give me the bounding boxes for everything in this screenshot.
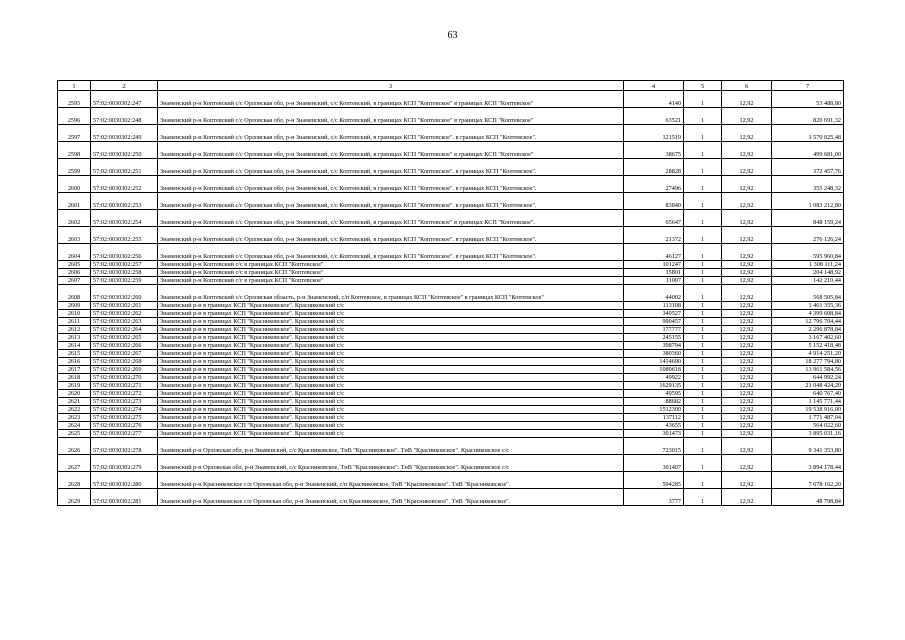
table-body: [58, 91, 844, 506]
rate-value: 12,92: [722, 358, 772, 366]
cadastral-value: 18 277 794,80: [772, 358, 844, 366]
rate-value: 12,92: [722, 91, 772, 108]
table-row: [58, 374, 844, 382]
area-value: 38675: [624, 142, 684, 159]
cadastral-value: 7 678 162,20: [772, 472, 844, 489]
rate-value: 12,92: [722, 455, 772, 472]
column-header: 6: [722, 81, 772, 91]
table-row: [58, 398, 844, 406]
quantity-value: 1: [684, 91, 722, 108]
location-description: Знаменский р-н в границах КСП "Красниковское". Красниковский с/с: [158, 302, 624, 310]
cadastral-number: 57:02:0030302:255: [91, 227, 158, 244]
area-value: 380360: [624, 350, 684, 358]
row-number: 2617: [58, 366, 91, 374]
cadastral-value: 48 798,84: [772, 489, 844, 506]
location-description: Знаменский р-н Коптевский с/с в границах КСП "Коптевское": [158, 269, 624, 277]
location-description: Знаменский р-н в границах КСП "Красниковское". Красниковский с/с: [158, 342, 624, 350]
row-number: 2614: [58, 342, 91, 350]
area-value: 88682: [624, 398, 684, 406]
cadastral-value: 499 681,00: [772, 142, 844, 159]
cadastral-number: 57:02:0030302:274: [91, 406, 158, 414]
cadastral-number: 57:02:0030302:278: [91, 438, 158, 455]
location-description: Знаменский р-н Красниковское с/п Орловская обл, р-н Знаменский, с/п Красниковское, ТнВ "Красниковское". ТнВ "Красниковское".: [158, 472, 624, 489]
row-number: 2620: [58, 390, 91, 398]
area-value: 301407: [624, 455, 684, 472]
row-number: 2628: [58, 472, 91, 489]
location-description: Знаменский р-н Коптевский с/с Орловская обл, р-н Знаменский, с/с Коптевский, в границах КСП "Коптевское". в границах КСП "Коптевское".: [158, 176, 624, 193]
area-value: 990457: [624, 318, 684, 326]
location-description: Знаменский р-н Коптевский с/с Орловская область, р-н Знаменский, с/п Коптевское, в границах КСП "Коптевское" в границах КСП "Коптевское": [158, 285, 624, 302]
cadastral-number: 57:02:0030302:249: [91, 125, 158, 142]
rate-value: 12,92: [722, 342, 772, 350]
quantity-value: 1: [684, 285, 722, 302]
location-description: Знаменский р-н Коптевский с/с Орловская обл, р-н Знаменский, с/с Коптевский, в границах КСП "Коптевское". в границах КСП "Коптевское".: [158, 125, 624, 142]
cadastral-value: 4 914 251,20: [772, 350, 844, 358]
quantity-value: 1: [684, 277, 722, 285]
cadastral-number: 57:02:0030302:256: [91, 244, 158, 261]
rate-value: 12,92: [722, 430, 772, 438]
cadastral-value: 644 992,24: [772, 374, 844, 382]
location-description: Знаменский р-н Коптевский с/с Орловская обл, р-н Знаменский, с/с Коптевский, в границах КСП "Коптевское" в границах КСП "Коптевское": [158, 108, 624, 125]
area-value: 1414690: [624, 358, 684, 366]
cadastral-value: 1 570 025,48: [772, 125, 844, 142]
cadastral-number: 57:02:0030302:262: [91, 310, 158, 318]
row-number: 2624: [58, 422, 91, 430]
column-header: 4: [624, 81, 684, 91]
location-description: Знаменский р-н Коптевский с/с Орловская обл, р-н Знаменский, с/с Коптевский, в границах КСП "Коптевское" в границах КСП "Коптевское".: [158, 210, 624, 227]
table-row: [58, 342, 844, 350]
area-value: 340527: [624, 310, 684, 318]
table-row: [58, 438, 844, 455]
table-row: [58, 382, 844, 390]
cadastral-number: 57:02:0030302:253: [91, 193, 158, 210]
area-value: 113108: [624, 302, 684, 310]
table-row: [58, 227, 844, 244]
cadastral-number: 57:02:0030302:261: [91, 302, 158, 310]
quantity-value: 1: [684, 210, 722, 227]
area-value: 49922: [624, 374, 684, 382]
cadastral-value: 3 895 031,16: [772, 430, 844, 438]
cadastral-value: 1 145 771,44: [772, 398, 844, 406]
location-description: Знаменский р-н Коптевский с/с Орловская обл, р-н Знаменский, с/с Коптевский, в границах КСП "Коптевское". в границах КСП "Коптевское".: [158, 227, 624, 244]
table-row: [58, 310, 844, 318]
cadastral-number: 57:02:0030302:263: [91, 318, 158, 326]
area-value: 43655: [624, 422, 684, 430]
cadastral-value: 640 767,40: [772, 390, 844, 398]
quantity-value: 1: [684, 302, 722, 310]
cadastral-number: 57:02:0030302:247: [91, 91, 158, 108]
area-value: 137112: [624, 414, 684, 422]
location-description: Знаменский р-н Коптевский с/с Орловская обл, р-н Знаменский, с/с Коптевский, в границах КСП "Коптевское" в границах КСП "Коптевское": [158, 91, 624, 108]
quantity-value: 1: [684, 318, 722, 326]
quantity-value: 1: [684, 342, 722, 350]
table-row: [58, 142, 844, 159]
area-value: 21372: [624, 227, 684, 244]
cadastral-number: 57:02:0030302:254: [91, 210, 158, 227]
row-number: 2609: [58, 302, 91, 310]
rate-value: 12,92: [722, 414, 772, 422]
location-description: Знаменский р-н в границах КСП "Красниковское". Красниковский с/с: [158, 318, 624, 326]
row-number: 2613: [58, 334, 91, 342]
cadastral-number: 57:02:0030302:276: [91, 422, 158, 430]
location-description: Знаменский р-н в границах КСП "Красниковское". Красниковский с/с: [158, 406, 624, 414]
rate-value: 12,92: [722, 366, 772, 374]
table-row: [58, 406, 844, 414]
location-description: Знаменский р-н в границах КСП "Красниковское". Красниковский с/с: [158, 430, 624, 438]
quantity-value: 1: [684, 159, 722, 176]
row-number: 2604: [58, 244, 91, 261]
cadastral-number: 57:02:0030302:252: [91, 176, 158, 193]
row-number: 2626: [58, 438, 91, 455]
rate-value: 12,92: [722, 244, 772, 261]
cadastral-number: 57:02:0030302:264: [91, 326, 158, 334]
row-number: 2596: [58, 108, 91, 125]
cadastral-value: 12 796 704,44: [772, 318, 844, 326]
location-description: Знаменский р-н в границах КСП "Красниковское". Красниковский с/с: [158, 414, 624, 422]
row-number: 2616: [58, 358, 91, 366]
area-value: 177777: [624, 326, 684, 334]
location-description: Знаменский р-н в границах КСП "Красниковское". Красниковский с/с: [158, 422, 624, 430]
rate-value: 12,92: [722, 422, 772, 430]
row-number: 2600: [58, 176, 91, 193]
quantity-value: 1: [684, 269, 722, 277]
row-number: 2608: [58, 285, 91, 302]
row-number: 2623: [58, 414, 91, 422]
table-row: [58, 91, 844, 108]
area-value: 44002: [624, 285, 684, 302]
cadastral-value: 142 210,44: [772, 277, 844, 285]
row-number: 2601: [58, 193, 91, 210]
area-value: 65647: [624, 210, 684, 227]
quantity-value: 1: [684, 334, 722, 342]
cadastral-number: 57:02:0030302:269: [91, 366, 158, 374]
row-number: 2618: [58, 374, 91, 382]
area-value: 1512300: [624, 406, 684, 414]
table-row: [58, 350, 844, 358]
location-description: Знаменский р-н Коптевский с/с в границах КСП "Коптевское": [158, 261, 624, 269]
location-description: Знаменский р-н в границах КСП "Красниковское". Красниковский с/с: [158, 374, 624, 382]
quantity-value: 1: [684, 455, 722, 472]
row-number: 2610: [58, 310, 91, 318]
location-description: Знаменский р-н Орловская обл, р-н Знаменский, с/с Красниковское, ТнВ "Красниковское". ТнВ "Красниковское". Красниковское с/с: [158, 455, 624, 472]
cadastral-value: 3 894 178,44: [772, 455, 844, 472]
rate-value: 12,92: [722, 125, 772, 142]
quantity-value: 1: [684, 261, 722, 269]
location-description: Знаменский р-н в границах КСП "Красниковское". Красниковский с/с: [158, 390, 624, 398]
quantity-value: 1: [684, 108, 722, 125]
quantity-value: 1: [684, 414, 722, 422]
location-description: Знаменский р-н Орловская обл, р-н Знаменский, с/с Красниковское, ТнВ "Красниковское". ТнВ "Красниковское". Красниковское с/с: [158, 438, 624, 455]
cadastral-value: 4 399 608,84: [772, 310, 844, 318]
cadastral-value: 5 152 418,48: [772, 342, 844, 350]
location-description: Знаменский р-н в границах КСП "Красниковское". Красниковский с/с: [158, 350, 624, 358]
area-value: 3777: [624, 489, 684, 506]
table-row: [58, 210, 844, 227]
column-header: 5: [684, 81, 722, 91]
location-description: Знаменский р-н в границах КСП "Красниковское". Красниковский с/с: [158, 358, 624, 366]
table-row: [58, 108, 844, 125]
table-row: [58, 193, 844, 210]
row-number: 2611: [58, 318, 91, 326]
column-header: 2: [91, 81, 158, 91]
cadastral-number: 57:02:0030302:281: [91, 489, 158, 506]
rate-value: 12,92: [722, 159, 772, 176]
table-row: [58, 489, 844, 506]
location-description: Знаменский р-н в границах КСП "Красниковское". Красниковский с/с: [158, 334, 624, 342]
row-number: 2605: [58, 261, 91, 269]
table-row: [58, 390, 844, 398]
rate-value: 12,92: [722, 193, 772, 210]
cadastral-number: 57:02:0030302:258: [91, 269, 158, 277]
quantity-value: 1: [684, 193, 722, 210]
table-row: [58, 358, 844, 366]
table-row: [58, 302, 844, 310]
table-row: [58, 125, 844, 142]
row-number: 2598: [58, 142, 91, 159]
location-description: Знаменский р-н Коптевский с/с Орловская обл, р-н Знаменский, с/с Коптевский, в границах КСП "Коптевское". в границах КСП "Коптевское".: [158, 193, 624, 210]
row-number: 2603: [58, 227, 91, 244]
rate-value: 12,92: [722, 210, 772, 227]
area-value: 245155: [624, 334, 684, 342]
row-number: 2612: [58, 326, 91, 334]
area-value: 28828: [624, 159, 684, 176]
rate-value: 12,92: [722, 489, 772, 506]
rate-value: 12,92: [722, 350, 772, 358]
location-description: Знаменский р-н в границах КСП "Красниковское". Красниковский с/с: [158, 326, 624, 334]
cadastral-value: 564 022,60: [772, 422, 844, 430]
quantity-value: 1: [684, 310, 722, 318]
row-number: 2625: [58, 430, 91, 438]
row-number: 2629: [58, 489, 91, 506]
row-number: 2606: [58, 269, 91, 277]
cadastral-value: 3 167 402,60: [772, 334, 844, 342]
rate-value: 12,92: [722, 261, 772, 269]
cadastral-number: 57:02:0030302:279: [91, 455, 158, 472]
table-row: [58, 472, 844, 489]
cadastral-value: 1 461 355,36: [772, 302, 844, 310]
row-number: 2619: [58, 382, 91, 390]
cadastral-number: 57:02:0030302:277: [91, 430, 158, 438]
cadastral-number: 57:02:0030302:250: [91, 142, 158, 159]
area-value: 46127: [624, 244, 684, 261]
cadastral-value: 568 505,84: [772, 285, 844, 302]
page-number: 63: [447, 30, 458, 41]
quantity-value: 1: [684, 374, 722, 382]
location-description: Знаменский р-н Коптевский с/с Орловская обл, р-н Знаменский, с/с Коптевский, в границах КСП "Коптевское" в границах КСП "Коптевское": [158, 142, 624, 159]
quantity-value: 1: [684, 390, 722, 398]
rate-value: 12,92: [722, 318, 772, 326]
location-description: Знаменский р-н Коптевский с/с Орловская обл, р-н Знаменский, с/с Коптевский, в границах КСП "Коптевское". в границах КСП "Коптевское".: [158, 159, 624, 176]
quantity-value: 1: [684, 366, 722, 374]
quantity-value: 1: [684, 125, 722, 142]
quantity-value: 1: [684, 406, 722, 414]
column-number-row: [58, 81, 844, 91]
table-row: [58, 334, 844, 342]
rate-value: 12,92: [722, 302, 772, 310]
column-header: 3: [158, 81, 624, 91]
rate-value: 12,92: [722, 285, 772, 302]
quantity-value: 1: [684, 398, 722, 406]
area-value: 594285: [624, 472, 684, 489]
row-number: 2599: [58, 159, 91, 176]
area-value: 83840: [624, 193, 684, 210]
quantity-value: 1: [684, 430, 722, 438]
table-row: [58, 277, 844, 285]
row-number: 2597: [58, 125, 91, 142]
area-value: 27496: [624, 176, 684, 193]
quantity-value: 1: [684, 358, 722, 366]
table-row: [58, 244, 844, 261]
cadastral-number: 57:02:0030302:273: [91, 398, 158, 406]
table-row: [58, 318, 844, 326]
location-description: Знаменский р-н в границах КСП "Красниковское". Красниковский с/с: [158, 366, 624, 374]
cadastral-value: 2 296 878,84: [772, 326, 844, 334]
rate-value: 12,92: [722, 472, 772, 489]
area-value: 121519: [624, 125, 684, 142]
cadastral-number: 57:02:0030302:248: [91, 108, 158, 125]
quantity-value: 1: [684, 472, 722, 489]
quantity-value: 1: [684, 438, 722, 455]
rate-value: 12,92: [722, 227, 772, 244]
quantity-value: 1: [684, 382, 722, 390]
cadastral-value: 204 148,92: [772, 269, 844, 277]
area-value: 1629135: [624, 382, 684, 390]
rate-value: 12,92: [722, 334, 772, 342]
area-value: 301473: [624, 430, 684, 438]
quantity-value: 1: [684, 244, 722, 261]
cadastral-number: 57:02:0030302:251: [91, 159, 158, 176]
cadastral-value: 1 771 487,04: [772, 414, 844, 422]
row-number: 2622: [58, 406, 91, 414]
quantity-value: 1: [684, 227, 722, 244]
rate-value: 12,92: [722, 390, 772, 398]
rate-value: 12,92: [722, 382, 772, 390]
cadastral-number: 57:02:0030302:259: [91, 277, 158, 285]
area-value: 4140: [624, 91, 684, 108]
column-header: 7: [772, 81, 844, 91]
cadastral-value: 19 538 916,00: [772, 406, 844, 414]
table-row: [58, 430, 844, 438]
cadastral-number: 57:02:0030302:266: [91, 342, 158, 350]
row-number: 2595: [58, 91, 91, 108]
location-description: Знаменский р-н в границах КСП "Красниковское". Красниковский с/с: [158, 398, 624, 406]
rate-value: 12,92: [722, 142, 772, 159]
quantity-value: 1: [684, 350, 722, 358]
area-value: 63521: [624, 108, 684, 125]
cadastral-number: 57:02:0030302:260: [91, 285, 158, 302]
area-value: 1080618: [624, 366, 684, 374]
location-description: Знаменский р-н Коптевский с/с Орловская обл, р-н Знаменский, с/с Коптевский, в границах КСП "Коптевское". в границах КСП "Коптевское".: [158, 244, 624, 261]
row-number: 2602: [58, 210, 91, 227]
cadastral-number: 57:02:0030302:265: [91, 334, 158, 342]
cadastral-value: 355 248,32: [772, 176, 844, 193]
area-value: 11007: [624, 277, 684, 285]
rate-value: 12,92: [722, 108, 772, 125]
cadastral-value: 21 048 424,20: [772, 382, 844, 390]
area-value: 101247: [624, 261, 684, 269]
cadastral-value: 1 308 111,24: [772, 261, 844, 269]
rate-value: 12,92: [722, 310, 772, 318]
quantity-value: 1: [684, 176, 722, 193]
cadastral-number: 57:02:0030302:267: [91, 350, 158, 358]
cadastral-value: 372 457,76: [772, 159, 844, 176]
table-row: [58, 261, 844, 269]
cadastral-number: 57:02:0030302:280: [91, 472, 158, 489]
row-number: 2615: [58, 350, 91, 358]
quantity-value: 1: [684, 142, 722, 159]
cadastral-value: 276 126,24: [772, 227, 844, 244]
cadastral-value: 9 341 353,80: [772, 438, 844, 455]
table-row: [58, 422, 844, 430]
rate-value: 12,92: [722, 406, 772, 414]
cadastral-number: 57:02:0030302:268: [91, 358, 158, 366]
area-value: 723015: [624, 438, 684, 455]
cadastral-number: 57:02:0030302:271: [91, 382, 158, 390]
cadastral-value: 848 159,24: [772, 210, 844, 227]
land-registry-table: [57, 80, 844, 506]
cadastral-value: 13 961 584,56: [772, 366, 844, 374]
cadastral-value: 53 488,80: [772, 91, 844, 108]
cadastral-number: 57:02:0030302:270: [91, 374, 158, 382]
area-value: 49595: [624, 390, 684, 398]
rate-value: 12,92: [722, 398, 772, 406]
table-row: [58, 159, 844, 176]
rate-value: 12,92: [722, 269, 772, 277]
rate-value: 12,92: [722, 374, 772, 382]
row-number: 2621: [58, 398, 91, 406]
quantity-value: 1: [684, 489, 722, 506]
table-row: [58, 176, 844, 193]
location-description: Знаменский р-н в границах КСП "Красниковское". Красниковский с/с: [158, 382, 624, 390]
column-header: 1: [58, 81, 91, 91]
table-row: [58, 366, 844, 374]
row-number: 2627: [58, 455, 91, 472]
quantity-value: 1: [684, 422, 722, 430]
cadastral-value: 1 083 212,80: [772, 193, 844, 210]
area-value: 15801: [624, 269, 684, 277]
location-description: Знаменский р-н Красниковское с/п Орловская обл, р-н Знаменский, с/п Красниковское, ТнВ "Красниковское". ТнВ "Красниковское".: [158, 489, 624, 506]
rate-value: 12,92: [722, 326, 772, 334]
cadastral-number: 57:02:0030302:275: [91, 414, 158, 422]
location-description: Знаменский р-н Коптевский с/с в границах КСП "Коптевское": [158, 277, 624, 285]
table-row: [58, 269, 844, 277]
area-value: 398794: [624, 342, 684, 350]
table-row: [58, 326, 844, 334]
rate-value: 12,92: [722, 176, 772, 193]
row-number: 2607: [58, 277, 91, 285]
rate-value: 12,92: [722, 277, 772, 285]
cadastral-value: 820 691,32: [772, 108, 844, 125]
cadastral-number: 57:02:0030302:257: [91, 261, 158, 269]
cadastral-value: 595 960,84: [772, 244, 844, 261]
location-description: Знаменский р-н в границах КСП "Красниковское". Красниковский с/с: [158, 310, 624, 318]
cadastral-number: 57:02:0030302:272: [91, 390, 158, 398]
table-row: [58, 455, 844, 472]
table-row: [58, 285, 844, 302]
table-row: [58, 414, 844, 422]
rate-value: 12,92: [722, 438, 772, 455]
quantity-value: 1: [684, 326, 722, 334]
